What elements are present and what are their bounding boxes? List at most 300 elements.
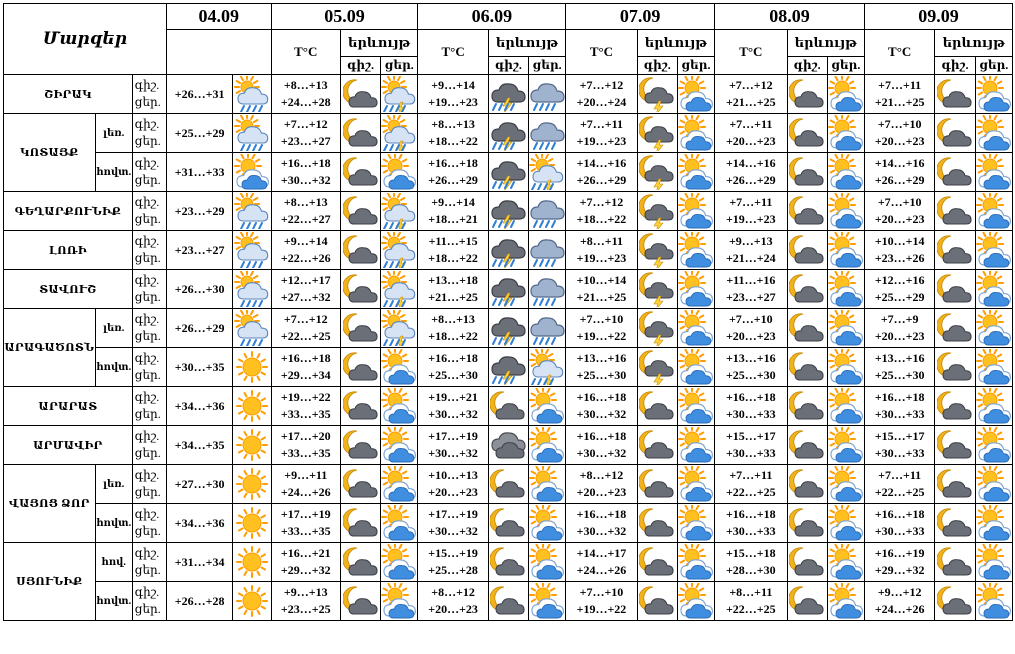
sun-cloud-icon bbox=[975, 387, 1012, 426]
sun-cloud-icon bbox=[677, 543, 714, 582]
day-temp: +21…+25 bbox=[725, 95, 776, 109]
moon-cloud-icon bbox=[488, 465, 528, 504]
moon-cloud-icon bbox=[340, 465, 380, 504]
moon-cloud-icon bbox=[935, 270, 975, 309]
sun-storm-icon bbox=[381, 270, 418, 309]
temp-range bbox=[715, 309, 787, 348]
day-temp: +20…+23 bbox=[576, 485, 627, 499]
sun-cloud-icon bbox=[827, 270, 864, 309]
sun-cloud-icon bbox=[827, 192, 864, 231]
temp-range bbox=[418, 309, 488, 348]
night-label: գիշ. bbox=[134, 273, 160, 287]
sun-cloud-icon bbox=[975, 543, 1012, 582]
moon-cloud-icon bbox=[787, 387, 827, 426]
night-temp: +16…+18 bbox=[428, 156, 478, 170]
sun-rain-icon bbox=[233, 270, 271, 309]
sun-cloud-icon bbox=[529, 543, 566, 582]
region-name: ՍՅՈՒՆԻՔ bbox=[4, 543, 96, 621]
sun-cloud-icon bbox=[975, 426, 1012, 465]
day-temp: +26…+29 bbox=[725, 173, 776, 187]
region-name: ԱՐԱԳԱԾՈՏՆ bbox=[4, 309, 96, 387]
cloud-storm-icon bbox=[488, 114, 528, 153]
day-temp: +20…+23 bbox=[874, 134, 925, 148]
night-temp: +19…+22 bbox=[280, 390, 331, 404]
sun-icon bbox=[233, 504, 271, 543]
day-temp: +22…+25 bbox=[725, 485, 776, 499]
day-temp: +20…+23 bbox=[428, 485, 478, 499]
sun-cloud-icon bbox=[677, 465, 714, 504]
night-day-labels bbox=[132, 348, 166, 387]
table-body bbox=[4, 75, 1013, 621]
table-row bbox=[4, 153, 1013, 192]
moon-cloud-icon bbox=[935, 465, 975, 504]
day-temp: +30…+33 bbox=[725, 446, 776, 460]
day-temp: +21…+24 bbox=[725, 251, 776, 265]
night-temp: +8…+12 bbox=[431, 585, 475, 599]
cloud-rain-icon bbox=[529, 309, 566, 348]
moon-cloud-icon bbox=[935, 309, 975, 348]
temp-range bbox=[566, 348, 637, 387]
temp-range bbox=[418, 504, 488, 543]
temp-range bbox=[715, 114, 787, 153]
night-temp: +9…+14 bbox=[431, 78, 475, 92]
moon-cloud-icon bbox=[787, 192, 827, 231]
day-temp: +23…+25 bbox=[280, 602, 331, 616]
moon-cloud-icon bbox=[787, 153, 827, 192]
temp-range bbox=[418, 582, 488, 621]
temp-range bbox=[566, 504, 637, 543]
night-label: գիշ. bbox=[134, 429, 160, 443]
temp-range bbox=[864, 153, 934, 192]
temp-range bbox=[566, 192, 637, 231]
temp-range bbox=[418, 270, 488, 309]
day-temp: +24…+26 bbox=[576, 563, 627, 577]
sun-cloud-icon bbox=[827, 426, 864, 465]
moon-cloud-icon bbox=[935, 348, 975, 387]
day-temp: +25…+30 bbox=[725, 368, 776, 382]
temp-range bbox=[566, 582, 637, 621]
moon-cloud-icon bbox=[637, 582, 677, 621]
sun-cloud-icon bbox=[975, 348, 1012, 387]
temp-range bbox=[715, 231, 787, 270]
night-temp: +16…+18 bbox=[874, 390, 925, 404]
night-day-labels bbox=[132, 231, 166, 270]
sun-cloud-icon bbox=[381, 387, 418, 426]
sun-icon bbox=[233, 348, 271, 387]
temp-range bbox=[864, 114, 934, 153]
day-temp: +21…+25 bbox=[576, 290, 627, 304]
sun-cloud-icon bbox=[529, 465, 566, 504]
moon-cloud-icon bbox=[488, 387, 528, 426]
day-temp: +30…+32 bbox=[428, 407, 478, 421]
day-temp: +19…+23 bbox=[576, 251, 627, 265]
moon-cloud-icon bbox=[935, 192, 975, 231]
night-temp: +14…+16 bbox=[725, 156, 776, 170]
sun-cloud-icon bbox=[677, 387, 714, 426]
moon-cloud-icon bbox=[787, 465, 827, 504]
night-label: գիշ. bbox=[134, 468, 160, 482]
day-label: ցեր. bbox=[134, 368, 161, 382]
day-temp: +21…+25 bbox=[428, 290, 478, 304]
sun-cloud-icon bbox=[381, 582, 418, 621]
temp-range bbox=[864, 75, 934, 114]
temp-day0: +23…+27 bbox=[166, 231, 232, 270]
night-temp: +16…+18 bbox=[280, 351, 331, 365]
moon-cloud-icon bbox=[935, 504, 975, 543]
night-day-labels bbox=[132, 582, 166, 621]
night-temp: +7…+10 bbox=[728, 312, 773, 326]
moon-cloud-icon bbox=[787, 309, 827, 348]
cloud-rain-icon bbox=[529, 270, 566, 309]
day-temp: +19…+22 bbox=[576, 329, 627, 343]
temp-range bbox=[271, 504, 340, 543]
temp-day0: +31…+33 bbox=[166, 153, 232, 192]
region-part: հովտ. bbox=[95, 582, 132, 621]
cloud-storm-icon bbox=[488, 75, 528, 114]
sun-cloud-icon bbox=[827, 153, 864, 192]
night-temp: +11…+15 bbox=[428, 234, 478, 248]
cloud-storm-icon bbox=[488, 309, 528, 348]
temp-range bbox=[715, 504, 787, 543]
moon-cloud-icon bbox=[637, 465, 677, 504]
day-temp: +18…+22 bbox=[576, 212, 627, 226]
temp-range bbox=[271, 231, 340, 270]
night-temp: +13…+16 bbox=[874, 351, 925, 365]
night-temp: +13…+18 bbox=[428, 273, 478, 287]
night-temp: +16…+18 bbox=[576, 429, 627, 443]
day-temp: +23…+27 bbox=[280, 134, 331, 148]
temp-day0: +23…+29 bbox=[166, 192, 232, 231]
sun-rain-icon bbox=[233, 192, 271, 231]
day-temp: +22…+26 bbox=[280, 251, 331, 265]
sun-cloud-icon bbox=[677, 309, 714, 348]
night-label: գիշ. bbox=[134, 585, 160, 599]
night-day-labels bbox=[132, 465, 166, 504]
night-temp: +9…+14 bbox=[431, 195, 475, 209]
night-temp: +7…+11 bbox=[878, 78, 922, 92]
temp-range bbox=[715, 75, 787, 114]
day-temp: +30…+32 bbox=[428, 524, 478, 538]
night-label: գիշ. bbox=[134, 507, 160, 521]
day-label: ցեր. bbox=[134, 173, 161, 187]
night-label-1: գիշ. bbox=[340, 57, 380, 75]
moon-cloud-icon bbox=[935, 75, 975, 114]
moon-cloud-icon bbox=[340, 153, 380, 192]
sun-cloud-icon bbox=[381, 426, 418, 465]
sun-cloud-icon bbox=[827, 387, 864, 426]
night-temp: +14…+16 bbox=[576, 156, 627, 170]
temp-day0: +25…+29 bbox=[166, 114, 232, 153]
night-temp: +15…+19 bbox=[428, 546, 478, 560]
sun-cloud-icon bbox=[975, 231, 1012, 270]
night-temp: +17…+19 bbox=[280, 507, 331, 521]
moon-cloud-icon bbox=[787, 270, 827, 309]
day-temp: +20…+23 bbox=[428, 602, 478, 616]
table-row bbox=[4, 387, 1013, 426]
sun-cloud-icon bbox=[827, 582, 864, 621]
night-label: գիշ. bbox=[134, 156, 160, 170]
moon-cloud-icon bbox=[340, 270, 380, 309]
night-temp: +16…+18 bbox=[576, 507, 627, 521]
night-temp: +8…+12 bbox=[579, 468, 624, 482]
sun-cloud-icon bbox=[827, 114, 864, 153]
temp-range bbox=[864, 465, 934, 504]
cloud-rain-icon bbox=[529, 192, 566, 231]
night-label: գիշ. bbox=[134, 117, 160, 131]
night-temp: +7…+12 bbox=[579, 195, 624, 209]
day-temp: +19…+22 bbox=[576, 602, 627, 616]
moon-cloud-icon bbox=[340, 426, 380, 465]
day-temp: +20…+23 bbox=[725, 329, 776, 343]
moon-cloud-icon bbox=[935, 582, 975, 621]
night-day-labels bbox=[132, 309, 166, 348]
night-label-4: գիշ. bbox=[787, 57, 827, 75]
sun-cloud-icon bbox=[827, 348, 864, 387]
temp-range bbox=[418, 75, 488, 114]
region-name: ԱՐԱՐԱՏ bbox=[4, 387, 133, 426]
day-temp: +26…+29 bbox=[576, 173, 627, 187]
night-day-labels bbox=[132, 543, 166, 582]
cloud-storm-icon bbox=[488, 270, 528, 309]
day-temp: +25…+29 bbox=[874, 290, 925, 304]
table-row bbox=[4, 426, 1013, 465]
date-4: 08.09 bbox=[715, 4, 865, 30]
region-part: հովտ. bbox=[95, 153, 132, 192]
day-label: ցեր. bbox=[134, 212, 161, 226]
temp-day0: +26…+29 bbox=[166, 309, 232, 348]
temp-range bbox=[271, 582, 340, 621]
night-temp: +19…+21 bbox=[428, 390, 478, 404]
day-temp: +24…+26 bbox=[874, 602, 925, 616]
moon-cloud-icon bbox=[787, 504, 827, 543]
moon-cloud-icon bbox=[637, 543, 677, 582]
temp-range bbox=[271, 543, 340, 582]
night-temp: +13…+16 bbox=[576, 351, 627, 365]
temp-day0: +26…+30 bbox=[166, 270, 232, 309]
night-temp: +15…+18 bbox=[725, 546, 776, 560]
sun-cloud-icon bbox=[529, 426, 566, 465]
night-label-3: գիշ. bbox=[637, 57, 677, 75]
day-temp: +33…+35 bbox=[280, 446, 331, 460]
night-day-labels bbox=[132, 153, 166, 192]
night-day-labels bbox=[132, 75, 166, 114]
night-temp: +7…+11 bbox=[729, 117, 773, 131]
cloud-storm-icon bbox=[488, 153, 528, 192]
day-label-3: ցեր. bbox=[677, 57, 714, 75]
day-temp: +30…+33 bbox=[874, 524, 925, 538]
moon-cloud-icon bbox=[637, 426, 677, 465]
day-temp: +30…+33 bbox=[874, 446, 925, 460]
night-temp: +7…+12 bbox=[283, 117, 328, 131]
moon-cloud-icon bbox=[935, 387, 975, 426]
day-temp: +30…+33 bbox=[874, 407, 925, 421]
night-day-labels bbox=[132, 270, 166, 309]
region-name: ՏԱՎՈՒՇ bbox=[4, 270, 133, 309]
moon-cloud-icon bbox=[340, 75, 380, 114]
temp-header-4: T°C bbox=[715, 30, 787, 75]
temp-range bbox=[566, 270, 637, 309]
temp-range bbox=[715, 153, 787, 192]
temp-range bbox=[864, 426, 934, 465]
day-temp: +24…+26 bbox=[280, 485, 331, 499]
sun-storm-icon bbox=[381, 75, 418, 114]
night-temp: +16…+18 bbox=[576, 390, 627, 404]
sun-cloud-icon bbox=[827, 504, 864, 543]
day-temp: +20…+23 bbox=[725, 134, 776, 148]
sun-rain-icon bbox=[233, 75, 271, 114]
moon-cloud-icon bbox=[340, 114, 380, 153]
sun-cloud-icon bbox=[827, 75, 864, 114]
night-label-2: գիշ. bbox=[488, 57, 528, 75]
region-name: ԼՈՌԻ bbox=[4, 231, 133, 270]
temp-range bbox=[864, 348, 934, 387]
night-temp: +7…+12 bbox=[283, 312, 328, 326]
temp-range bbox=[271, 387, 340, 426]
night-temp: +15…+17 bbox=[874, 429, 925, 443]
date-5: 09.09 bbox=[864, 4, 1012, 30]
day-label: ցեր. bbox=[134, 563, 161, 577]
moon-cloud-icon bbox=[935, 153, 975, 192]
temp-range bbox=[715, 387, 787, 426]
phenomenon-header-4: երևույթ bbox=[787, 30, 864, 57]
night-day-labels bbox=[132, 387, 166, 426]
night-temp: +11…+16 bbox=[726, 273, 776, 287]
day-temp: +29…+32 bbox=[280, 563, 331, 577]
night-temp: +7…+12 bbox=[728, 78, 773, 92]
day-temp: +29…+32 bbox=[874, 563, 925, 577]
region-part: լեռ. bbox=[95, 465, 132, 504]
sun-cloud-icon bbox=[677, 582, 714, 621]
day-temp: +30…+32 bbox=[576, 446, 627, 460]
night-temp: +16…+19 bbox=[874, 546, 925, 560]
sun-storm-icon bbox=[381, 231, 418, 270]
day-label: ցեր. bbox=[134, 446, 161, 460]
sun-rain-icon bbox=[233, 231, 271, 270]
moon-cloud-icon bbox=[787, 75, 827, 114]
temp-day0: +31…+34 bbox=[166, 543, 232, 582]
sun-rain-icon bbox=[233, 309, 271, 348]
moon-cloud-icon bbox=[340, 348, 380, 387]
temp-range bbox=[418, 153, 488, 192]
cloud-storm-icon bbox=[488, 192, 528, 231]
day-temp: +28…+30 bbox=[725, 563, 776, 577]
temp-range bbox=[418, 426, 488, 465]
day-temp: +20…+23 bbox=[874, 212, 925, 226]
table-header bbox=[4, 4, 1013, 75]
sun-cloud-icon bbox=[975, 75, 1012, 114]
sun-icon bbox=[233, 543, 271, 582]
temp-range bbox=[715, 348, 787, 387]
night-temp: +9…+12 bbox=[877, 585, 922, 599]
table-row bbox=[4, 270, 1013, 309]
day-label: ցեր. bbox=[134, 329, 161, 343]
night-temp: +7…+11 bbox=[729, 468, 773, 482]
night-temp: +8…+11 bbox=[579, 234, 623, 248]
table-row bbox=[4, 543, 1013, 582]
temp-range bbox=[271, 348, 340, 387]
sun-icon bbox=[233, 387, 271, 426]
night-temp: +10…+14 bbox=[576, 273, 627, 287]
night-label: գիշ. bbox=[134, 312, 160, 326]
sun-storm-icon bbox=[381, 114, 418, 153]
moon-cloud-icon bbox=[637, 504, 677, 543]
day-temp: +25…+30 bbox=[576, 368, 627, 382]
temp-range bbox=[566, 231, 637, 270]
region-name: ԿՈՏԱՅՔ bbox=[4, 114, 96, 192]
moon-cloud-icon bbox=[787, 348, 827, 387]
night-temp: +9…+13 bbox=[728, 234, 773, 248]
moon-cloud-icon bbox=[787, 543, 827, 582]
cloud-rain-icon bbox=[529, 231, 566, 270]
moon-cloud-icon bbox=[935, 426, 975, 465]
temp-range bbox=[715, 582, 787, 621]
sun-cloud-icon bbox=[975, 114, 1012, 153]
region-part: լեռ. bbox=[95, 309, 132, 348]
temp-range bbox=[715, 426, 787, 465]
table-row bbox=[4, 582, 1013, 621]
temp-range bbox=[715, 270, 787, 309]
sun-cloud-icon bbox=[975, 153, 1012, 192]
temp-range bbox=[566, 75, 637, 114]
night-temp: +16…+18 bbox=[725, 390, 776, 404]
day-temp: +30…+33 bbox=[725, 524, 776, 538]
sun-cloud-icon bbox=[381, 153, 418, 192]
sun-storm-icon bbox=[381, 192, 418, 231]
night-temp: +8…+13 bbox=[283, 195, 328, 209]
day-temp: +30…+32 bbox=[428, 446, 478, 460]
night-temp: +16…+18 bbox=[280, 156, 331, 170]
table-row bbox=[4, 192, 1013, 231]
temp-day0: +26…+31 bbox=[166, 75, 232, 114]
sun-cloud-icon bbox=[677, 75, 714, 114]
cloud-storm-icon bbox=[488, 348, 528, 387]
moon-cloud-icon bbox=[340, 543, 380, 582]
sun-icon bbox=[233, 465, 271, 504]
day-label: ցեր. bbox=[134, 485, 161, 499]
cloud-dark-icon bbox=[488, 426, 528, 465]
night-temp: +9…+11 bbox=[284, 468, 328, 482]
temp-range bbox=[566, 543, 637, 582]
temp-range bbox=[864, 192, 934, 231]
table-row bbox=[4, 114, 1013, 153]
night-temp: +8…+13 bbox=[431, 117, 475, 131]
day-temp: +26…+29 bbox=[428, 173, 478, 187]
region-part: հովտ. bbox=[95, 504, 132, 543]
sun-cloud-icon bbox=[975, 465, 1012, 504]
day-label-5: ցեր. bbox=[975, 57, 1012, 75]
night-label: գիշ. bbox=[134, 546, 160, 560]
day-temp: +30…+32 bbox=[576, 407, 627, 421]
moon-storm-icon bbox=[637, 231, 677, 270]
temp-range bbox=[271, 192, 340, 231]
day-temp: +33…+35 bbox=[280, 407, 331, 421]
moon-cloud-icon bbox=[787, 114, 827, 153]
night-temp: +10…+14 bbox=[874, 234, 925, 248]
day-temp: +25…+30 bbox=[428, 368, 478, 382]
sun-cloud-icon bbox=[975, 504, 1012, 543]
date-0: 04.09 bbox=[166, 4, 271, 30]
day-temp: +22…+27 bbox=[280, 212, 331, 226]
night-temp: +16…+18 bbox=[874, 507, 925, 521]
moon-storm-icon bbox=[637, 192, 677, 231]
sun-cloud-icon bbox=[529, 582, 566, 621]
night-temp: +14…+16 bbox=[874, 156, 925, 170]
night-temp: +8…+13 bbox=[431, 312, 475, 326]
temp-range bbox=[864, 387, 934, 426]
night-temp: +7…+10 bbox=[877, 195, 922, 209]
night-temp: +9…+13 bbox=[283, 585, 328, 599]
table-row bbox=[4, 504, 1013, 543]
